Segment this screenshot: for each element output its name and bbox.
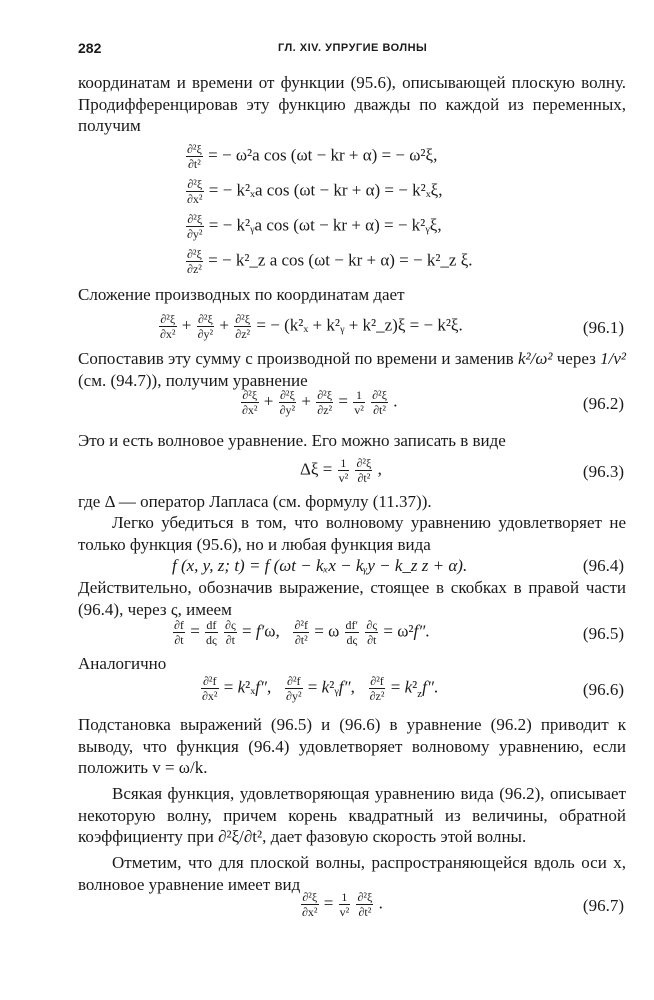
paragraph-substitution: Подстановка выражений (96.5) и (96.6) в уравнение (96.2) приводит к выводу, что функция (96.4) удовлетворяет волновому уравнению, если положить v = ω/k.: [78, 715, 626, 777]
page-number: 282: [78, 40, 102, 56]
replace-ratio: k²/ω²: [517, 349, 553, 368]
equation-d2y: $\frac{\text{∂²ξ}}{\text{∂y²}}$ = − k²ᵧa cos (ωt − kr + α) = − k²ᵧξ,: [187, 212, 442, 241]
paragraph-sum: Сложение производных по координатам дает: [78, 285, 405, 304]
equation-d2t-rhs: = − ω²a cos (ωt − kr + α) = − ω²ξ,: [208, 145, 438, 165]
equation-96-2: $\frac{\text{∂²ξ}}{\text{∂x²}}$ + $\frac{\text{∂²ξ}}{\text{∂y²}}$ + $\frac{\text{∂²ξ}}{\text{∂z²}}$ = $\frac{1}{\text{v²}}$ $\frac{\text{∂²ξ}}{\text{∂t²}}$ .: [242, 388, 398, 417]
equation-96-4: f (x, y, z; t) = f (ωt − kₓx − kᵧy − k_z z + α).: [172, 556, 468, 575]
equation-number-96-1: (96.1): [582, 318, 624, 337]
replace-by: 1/v²: [600, 349, 626, 368]
running-header: [78, 40, 624, 60]
paragraph-similarly: Аналогично: [78, 654, 167, 673]
paragraph-compare: Сопоставив эту сумму с производной по времени и заменив k²/ω² через 1/v² (см. (94.7)), получим уравнение: [78, 349, 626, 390]
equation-number-96-4: (96.4): [582, 556, 624, 575]
equation-96-1: $\frac{\text{∂²ξ}}{\text{∂x²}}$ + $\frac{\text{∂²ξ}}{\text{∂y²}}$ + $\frac{\text{∂²ξ}}{\text{∂z²}}$ = − (k²ₓ + k²ᵧ + k²_z)ξ = − k²ξ.: [160, 312, 463, 341]
paragraph-laplace: где Δ — оператор Лапласа (см. формулу (11.37)).: [78, 492, 432, 511]
equation-number-96-3: (96.3): [582, 462, 624, 481]
paragraph-wave-eq: Это и есть волновое уравнение. Его можно записать в виде: [78, 431, 506, 450]
paragraph-any-wave: Всякая функция, удовлетворяющая уравнению вида (96.2), описывает некоторую волну, причем корень квадратный из величины, обратной коэффициенту при ∂²ξ/∂t², дает фазовую скорость этой волны.: [78, 784, 626, 846]
equation-number-96-2: (96.2): [582, 394, 624, 413]
equation-96-3: Δξ = $\frac{1}{\text{v²}}$ $\frac{\text{∂²ξ}}{\text{∂t²}}$ ,: [300, 456, 382, 485]
equation-d2z-rhs: = − k²_z a cos (ωt − kr + α) = − k²_z ξ.: [208, 250, 473, 270]
equation-96-6: $\frac{\text{∂²f}}{\text{∂x²}}$ = k²ₓf″, $\frac{\text{∂²f}}{\text{∂y²}}$ = k²ᵧf″, $\frac{\text{∂²f}}{\text{∂z²}}$ = $k^2_zf''$.: [202, 674, 439, 703]
paragraph-any-function: Легко убедиться в том, что волновому уравнению удовлетворяет не только функция (95.6), но и любая функция вида: [78, 513, 626, 554]
paragraph-intro: координатам и времени от функции (95.6), описывающей плоскую волну. Продифференцировав эту функцию дважды по каждой из переменных, получим: [78, 73, 626, 135]
equation-d2x-rhs: = − k²ₓa cos (ωt − kr + α) = − k²ₓξ,: [208, 180, 443, 200]
equation-number-96-7: (96.7): [582, 896, 624, 915]
equation-d2y-rhs: = − k²ᵧa cos (ωt − kr + α) = − k²ᵧξ,: [208, 215, 442, 235]
equation-d2t: $\frac{\text{∂²ξ}}{\text{∂t²}}$ = − ω²a cos (ωt − kr + α) = − ω²ξ,: [187, 142, 438, 171]
equation-d2z: $\frac{\text{∂²ξ}}{\text{∂z²}}$ = − k²_z a cos (ωt − kr + α) = − k²_z ξ.: [187, 247, 473, 276]
paragraph-plane-wave: Отметим, что для плоской волны, распространяющейся вдоль оси x, волновое уравнение имеет вид: [78, 853, 626, 894]
equation-d2x: $\frac{\text{∂²ξ}}{\text{∂x²}}$ = − k²ₓa cos (ωt − kr + α) = − k²ₓξ,: [187, 177, 443, 206]
equation-number-96-5: (96.5): [582, 624, 624, 643]
equation-96-5: $\frac{\partial f}{\partial t}$ = $\frac{df}{d\varsigma}$ $\frac{\partial\varsigma}{\partial t}$ = f′ω, $\frac{\text{∂²f}}{\text{∂t²}}$ = ω $\frac{df'}{d\varsigma}$ $\frac{\partial\varsigma}{\partial t}$ = ω²f″.: [174, 618, 430, 647]
paragraph-indeed: Действительно, обозначив выражение, стоящее в скобках в правой части (96.4), через ς, имеем: [78, 578, 626, 619]
equation-96-7: $\frac{\text{∂²ξ}}{\text{∂x²}}$ = $\frac{1}{\text{v²}}$ $\frac{\text{∂²ξ}}{\text{∂t²}}$ .: [302, 890, 383, 919]
chapter-title: ГЛ. XIV. УПРУГИЕ ВОЛНЫ: [278, 42, 428, 54]
equation-number-96-6: (96.6): [582, 680, 624, 699]
equation-96-1-rhs: = − (k²ₓ + k²ᵧ + k²_z)ξ = − k²ξ.: [256, 315, 463, 335]
